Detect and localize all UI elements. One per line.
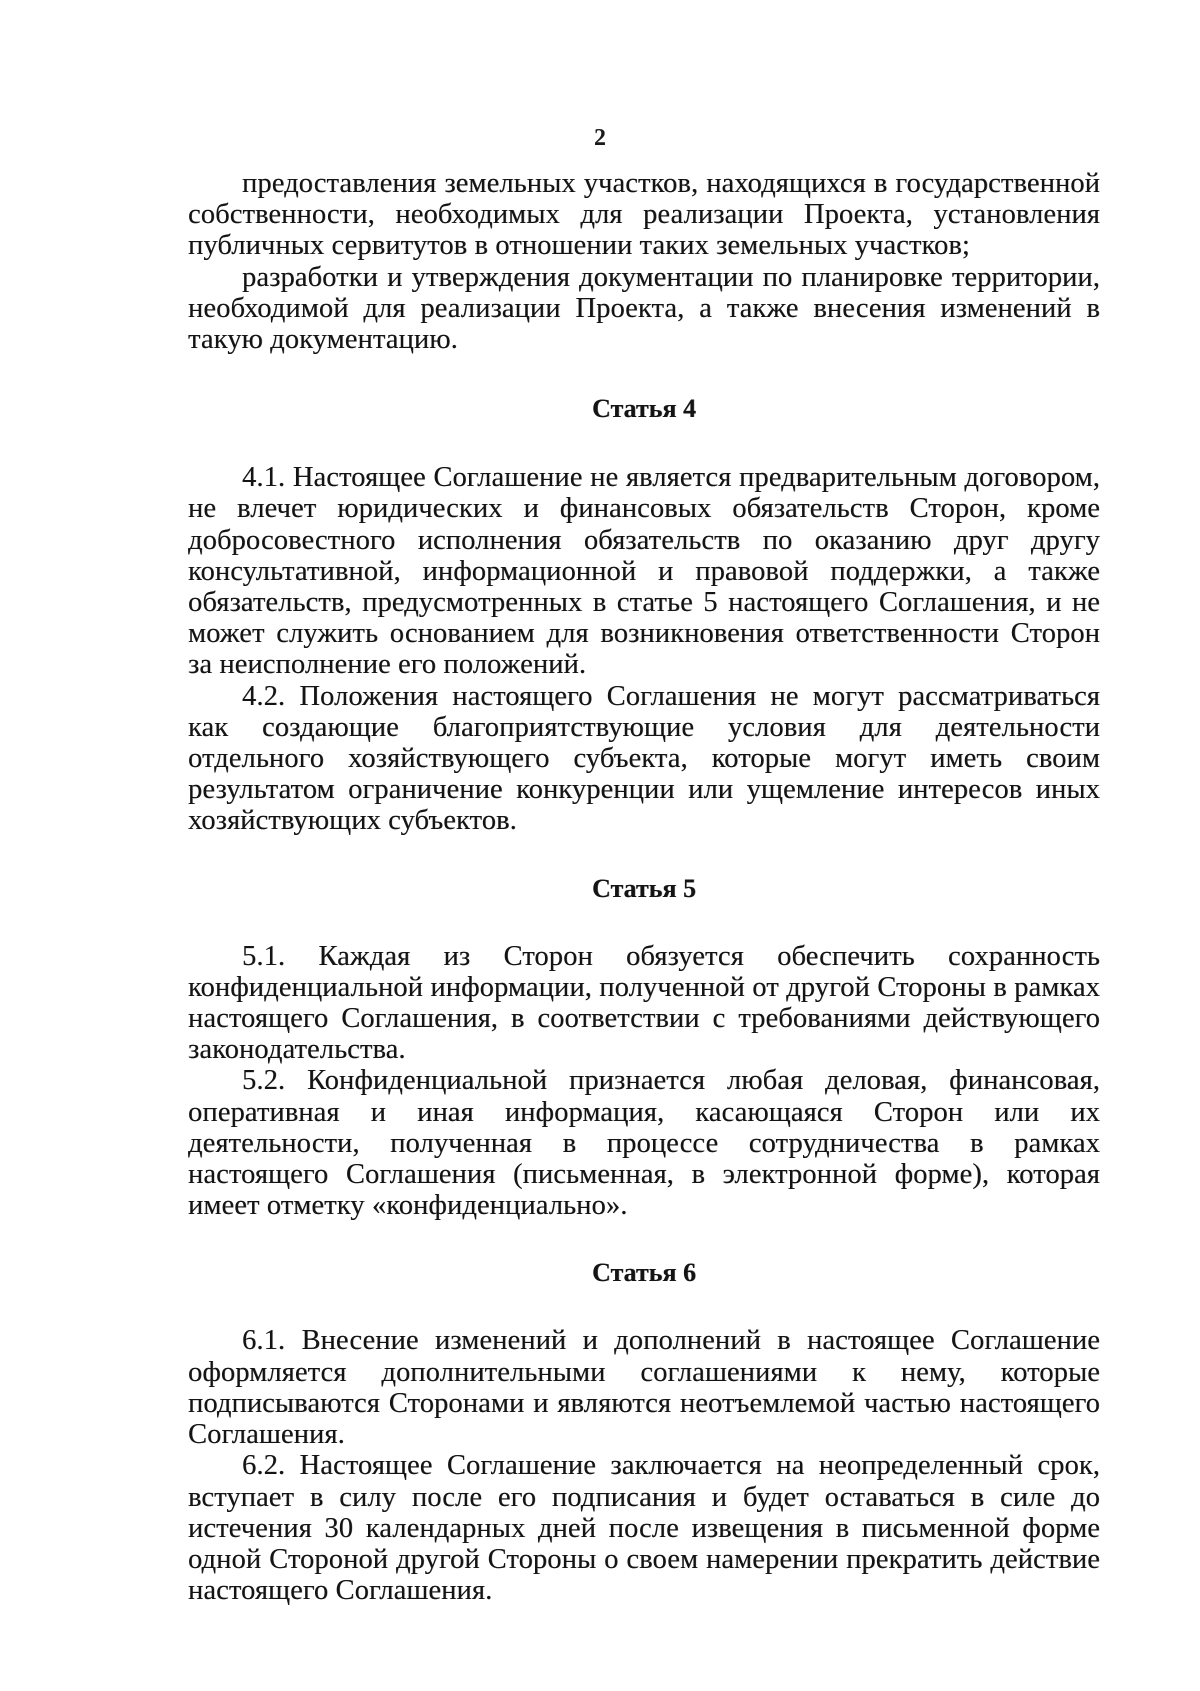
clause-text: Конфиденциальной признается любая деловая, финансовая, оперативная и иная информация, касающаяся Сторон или их деятельности, полученная в процессе сотрудничества в рамках настоящего Соглашения (письменная, в электронной форме), которая имеет отметку «конфиденциально». xyxy=(188,1065,1100,1222)
document-body xyxy=(188,168,1100,1606)
article-5-heading: Статья 5 xyxy=(592,873,696,903)
intro-paragraph-2: разработки и утверждения документации по планировке территории, необходимой для реализации Проекта, а также внесения изменений в такую документацию. xyxy=(188,261,1100,356)
page-number: 2 xyxy=(594,125,606,151)
article-6-heading: Статья 6 xyxy=(592,1258,696,1288)
clause-number: 4.2. xyxy=(242,680,286,712)
clause-number: 6.1. xyxy=(242,1325,286,1357)
clause-text: Настоящее Соглашение не является предварительным договором, не влечет юридических и финансовых обязательств Сторон, кроме добросовестного исполнения обязательств по оказанию друг другу консультативной, информационной и правовой поддержки, а также обязательств, предусмотренных в статье 5 настоящего Соглашения, и не может служить основанием для возникновения ответственности Сторон за неисполнение его положений. xyxy=(188,462,1100,681)
clause-number: 5.1. xyxy=(242,940,286,972)
clause-text: Каждая из Сторон обязуется обеспечить сохранность конфиденциальной информации, полученной от другой Стороны в рамках настоящего Соглашения, в соответствии с требованиями действующего законодательства. xyxy=(188,940,1100,1066)
article-4-heading: Статья 4 xyxy=(592,394,696,424)
clause-5-2 xyxy=(188,1065,1100,1221)
intro-paragraph-1: предоставления земельных участков, находящихся в государственной собственности, необходимых для реализации Проекта, установления публичных сервитутов в отношении таких земельных участков; xyxy=(188,168,1100,262)
clause-text: Положения настоящего Соглашения не могут рассматриваться как создающие благоприятствующие условия для деятельности отдельного хозяйствующего субъекта, которые могут иметь своим результатом ограничение конкуренции или ущемление интересов иных хозяйствующих субъектов. xyxy=(188,680,1100,837)
clause-4-1 xyxy=(188,462,1100,680)
clause-6-1 xyxy=(188,1325,1100,1450)
clause-text: Настоящее Соглашение заключается на неопределенный срок, вступает в силу после его подписания и будет оставаться в силе до истечения 30 календарных дней после извещения в письменной форме одной Стороной другой Стороны о своем намерении прекратить действие настоящего Соглашения. xyxy=(188,1450,1100,1607)
clause-number: 4.1. xyxy=(242,462,286,494)
clause-text: Внесение изменений и дополнений в настоящее Соглашение оформляется дополнительными соглашениями к нему, которые подписываются Сторонами и являются неотъемлемой частью настоящего Соглашения. xyxy=(188,1325,1100,1451)
clause-5-1 xyxy=(188,941,1100,1066)
clause-4-2 xyxy=(188,681,1100,837)
clause-number: 5.2. xyxy=(242,1065,286,1097)
clause-number: 6.2. xyxy=(242,1450,286,1482)
clause-6-2 xyxy=(188,1450,1100,1606)
